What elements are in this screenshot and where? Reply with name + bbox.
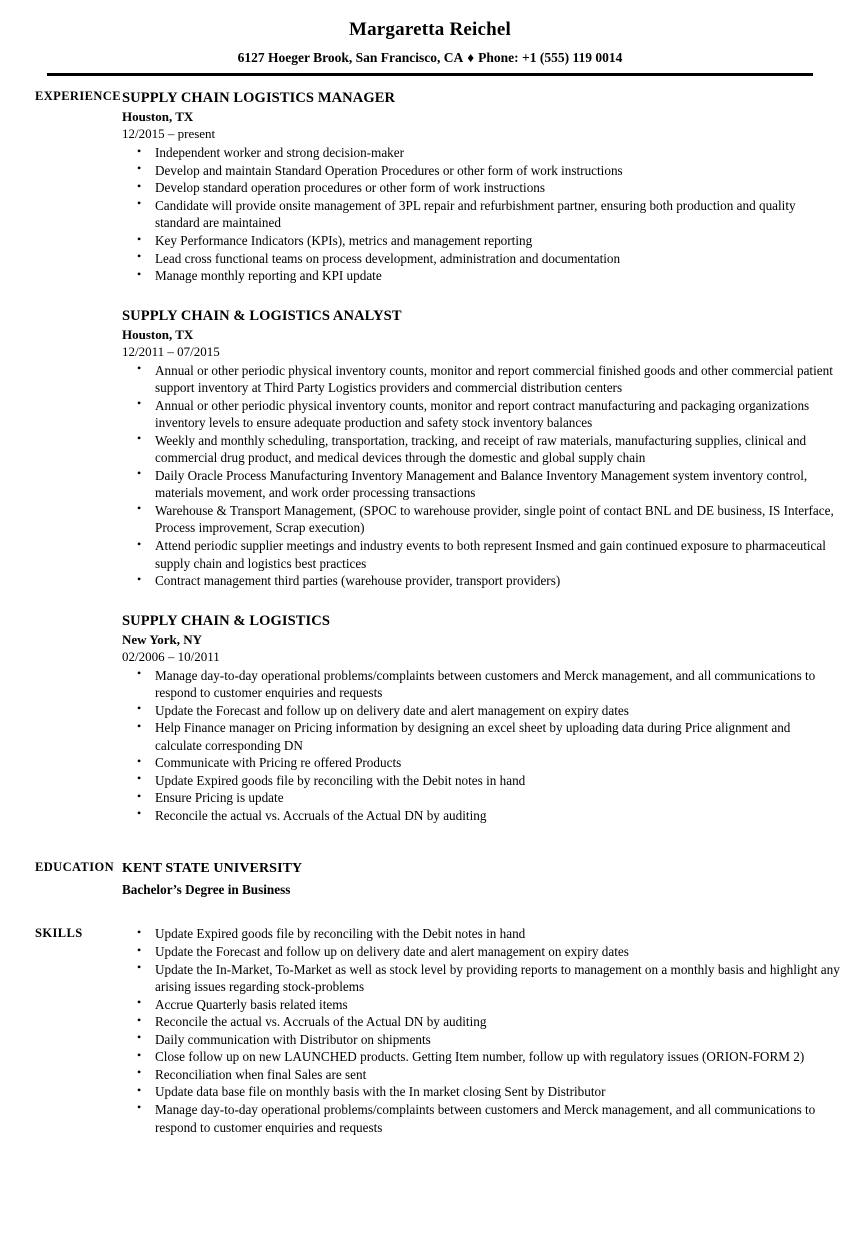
job-bullet: • Contract management third parties (warehouse provider, transport providers) <box>133 572 840 590</box>
resume-header <box>0 0 860 76</box>
job-bullet: • Manage monthly reporting and KPI update <box>133 267 840 285</box>
skill-bullet: • Manage day-to-day operational problems/complaints between customers and Merck management, and all communications to respond to customer enquiries and requests <box>133 1101 840 1136</box>
job-dates: 12/2011 – 07/2015 <box>122 343 220 359</box>
skills-section <box>0 924 860 1136</box>
skill-bullet: • Update the In-Market, To-Market as well as stock level by providing reports to management on a monthly basis and highlight any arising issues regarding stock-problems <box>133 961 840 996</box>
job-location: Houston, TX <box>122 109 194 125</box>
job-bullet: • Develop and maintain Standard Operation Procedures or other form of work instructions <box>133 162 840 180</box>
job-bullet: • Warehouse & Transport Management, (SPOC to warehouse provider, single point of contact BNL and DE business, IS Interface, Process improvement, Scrap execution) <box>133 502 840 537</box>
job-entry <box>122 307 840 590</box>
skill-bullet: • Accrue Quarterly basis related items <box>133 996 840 1014</box>
job-bullet: • Communicate with Pricing re offered Products <box>133 754 840 772</box>
skill-bullet: • Daily communication with Distributor on shipments <box>133 1031 840 1049</box>
job-bullet: • Key Performance Indicators (KPIs), metrics and management reporting <box>133 232 840 250</box>
header-divider <box>47 73 813 76</box>
skill-bullet: • Close follow up on new LAUNCHED products. Getting Item number, follow up with regulatory issues (ORION-FORM 2) <box>133 1048 840 1066</box>
contact-address: 6127 Hoeger Brook, San Francisco, CA <box>237 49 464 65</box>
job-bullet: • Update the Forecast and follow up on delivery date and alert management on expiry dates <box>133 702 840 720</box>
job-bullet: • Update Expired goods file by reconciling with the Debit notes in hand <box>133 772 840 790</box>
skill-bullet: • Reconciliation when final Sales are sent <box>133 1066 840 1084</box>
education-section-label: EDUCATION <box>35 860 115 875</box>
job-bullet-list <box>122 667 840 825</box>
job-bullet: • Annual or other periodic physical inventory counts, monitor and report commercial finished goods and other commercial patient support inventory at Third Party Logistics providers and commercial distribution centers <box>133 362 840 397</box>
job-bullet: • Lead cross functional teams on process development, administration and documentation <box>133 250 840 268</box>
diamond-separator-icon: ♦ <box>467 49 475 65</box>
experience-section-label: EXPERIENCE <box>35 89 121 104</box>
job-bullet: • Ensure Pricing is update <box>133 789 840 807</box>
contact-phone: Phone: +1 (555) 119 0014 <box>478 49 623 65</box>
job-bullet: • Daily Oracle Process Manufacturing Inventory Management and Balance Inventory Management system inventory control, materials movement, and work order processing transactions <box>133 467 840 502</box>
job-bullet-list <box>122 362 840 590</box>
job-bullet: • Reconcile the actual vs. Accruals of the Actual DN by auditing <box>133 807 840 825</box>
education-school: KENT STATE UNIVERSITY <box>122 861 303 877</box>
job-title: SUPPLY CHAIN LOGISTICS MANAGER <box>122 90 396 107</box>
job-entry <box>122 89 840 284</box>
job-bullet: • Attend periodic supplier meetings and industry events to both represent Insmed and gain continued exposure to pharmaceutical supply chain and logistics best practices <box>133 537 840 572</box>
job-dates: 02/2006 – 10/2011 <box>122 648 220 664</box>
job-location: New York, NY <box>122 631 203 647</box>
job-bullet-list <box>122 144 840 284</box>
job-bullet: • Develop standard operation procedures or other form of work instructions <box>133 179 840 197</box>
candidate-name: Margaretta Reichel <box>348 19 512 40</box>
education-degree: Bachelor’s Degree in Business <box>122 881 291 897</box>
skill-bullet: • Reconcile the actual vs. Accruals of the Actual DN by auditing <box>133 1013 840 1031</box>
contact-line <box>0 50 860 66</box>
skills-content <box>122 924 860 1136</box>
job-bullet: • Independent worker and strong decision-maker <box>133 144 840 162</box>
job-bullet: • Manage day-to-day operational problems/complaints between customers and Merck management, and all communications to respond to customer enquiries and requests <box>133 667 840 702</box>
experience-section <box>0 89 860 824</box>
skill-bullet: • Update Expired goods file by reconciling with the Debit notes in hand <box>133 925 840 943</box>
education-content <box>122 860 860 898</box>
job-title: SUPPLY CHAIN & LOGISTICS ANALYST <box>122 307 402 324</box>
job-title: SUPPLY CHAIN & LOGISTICS <box>122 612 330 629</box>
job-bullet: • Annual or other periodic physical inventory counts, monitor and report contract manufacturing and packaging organizations inventory levels to ensure adequate production and safety stock inventory balances <box>133 397 840 432</box>
job-bullet: • Help Finance manager on Pricing information by designing an excel sheet by uploading data during Price alignment and calculate corresponding DN <box>133 719 840 754</box>
job-location: Houston, TX <box>122 326 194 342</box>
job-entry <box>122 612 840 825</box>
job-dates: 12/2015 – present <box>122 126 216 142</box>
skills-bullet-list <box>122 925 840 1136</box>
job-bullet: • Candidate will provide onsite management of 3PL repair and refurbishment partner, ensuring both production and quality standard are maintained <box>133 197 840 232</box>
job-bullet: • Weekly and monthly scheduling, transportation, tracking, and receipt of raw materials, manufacturing supplies, clinical and commercial drug product, and medical devices through the domestic and global supply chain <box>133 432 840 467</box>
skills-section-label: SKILLS <box>35 926 83 941</box>
skill-bullet: • Update the Forecast and follow up on delivery date and alert management on expiry dates <box>133 943 840 961</box>
experience-content <box>122 89 860 824</box>
skill-bullet: • Update data base file on monthly basis with the In market closing Sent by Distributor <box>133 1083 840 1101</box>
education-section <box>0 860 860 898</box>
